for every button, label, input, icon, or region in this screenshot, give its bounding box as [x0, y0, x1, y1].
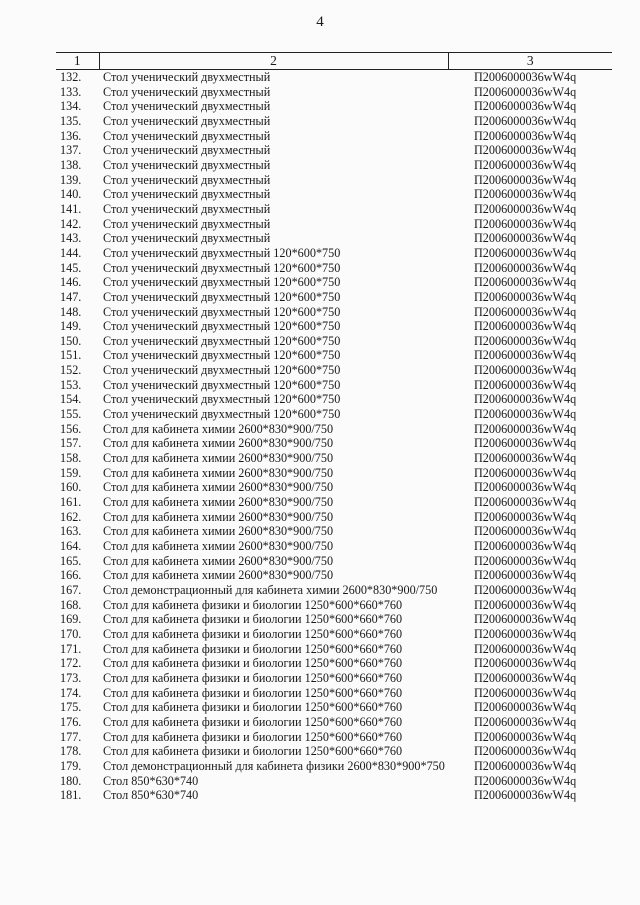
item-code: П2006000036wW4q [474, 113, 577, 128]
item-code: П2006000036wW4q [474, 143, 577, 158]
row-number: 136. [60, 128, 82, 143]
table-row [56, 583, 612, 598]
table-row [56, 158, 612, 173]
item-code: П2006000036wW4q [474, 582, 577, 597]
row-number: 159. [60, 465, 82, 480]
item-code: П2006000036wW4q [474, 509, 577, 524]
item-code: П2006000036wW4q [474, 319, 577, 334]
row-number: 172. [60, 656, 82, 671]
item-code: П2006000036wW4q [474, 172, 577, 187]
item-name: Стол ученический двухместный 120*600*750 [103, 319, 341, 334]
item-name: Стол ученический двухместный [103, 172, 271, 187]
table-row [56, 217, 612, 232]
item-code: П2006000036wW4q [474, 758, 577, 773]
item-code: П2006000036wW4q [474, 216, 577, 231]
item-code: П2006000036wW4q [474, 451, 577, 466]
row-number: 150. [60, 333, 82, 348]
table-row [56, 261, 612, 276]
item-code: П2006000036wW4q [474, 700, 577, 715]
table-row [56, 524, 612, 539]
table-row [56, 246, 612, 261]
item-code: П2006000036wW4q [474, 729, 577, 744]
row-number: 135. [60, 113, 82, 128]
table-row [56, 114, 612, 129]
table-row [56, 686, 612, 701]
item-code: П2006000036wW4q [474, 377, 577, 392]
item-code: П2006000036wW4q [474, 157, 577, 172]
row-number: 169. [60, 612, 82, 627]
table-row [56, 99, 612, 114]
item-name: Стол ученический двухместный [103, 216, 271, 231]
item-code: П2006000036wW4q [474, 128, 577, 143]
item-code: П2006000036wW4q [474, 70, 577, 84]
item-name: Стол ученический двухместный 120*600*750 [103, 245, 341, 260]
row-number: 175. [60, 700, 82, 715]
item-name: Стол ученический двухместный [103, 99, 271, 114]
row-number: 155. [60, 407, 82, 422]
item-name: Стол для кабинета химии 2600*830*900/750 [103, 465, 334, 480]
item-code: П2006000036wW4q [474, 597, 577, 612]
item-name: Стол ученический двухместный 120*600*750 [103, 304, 341, 319]
table-row [56, 656, 612, 671]
item-code: П2006000036wW4q [474, 744, 577, 759]
item-name: Стол ученический двухместный [103, 113, 271, 128]
row-number: 166. [60, 568, 82, 583]
row-number: 164. [60, 539, 82, 553]
table-row [56, 480, 612, 495]
item-code: П2006000036wW4q [474, 436, 577, 451]
table-row [56, 187, 612, 202]
row-number: 147. [60, 289, 82, 304]
table-row [56, 70, 612, 85]
table-row [56, 305, 612, 320]
item-name: Стол ученический двухместный 120*600*750 [103, 363, 341, 378]
item-name: Стол для кабинета физики и биологии 1250*600*660*760 [103, 670, 403, 685]
table-row [56, 392, 612, 407]
table-row [56, 642, 612, 657]
item-name: Стол ученический двухместный 120*600*750 [103, 392, 341, 407]
item-name: Стол ученический двухместный 120*600*750 [103, 289, 341, 304]
item-code: П2006000036wW4q [474, 84, 577, 99]
item-name: Стол для кабинета физики и биологии 1250*600*660*760 [103, 685, 403, 700]
item-name: Стол ученический двухместный 120*600*750 [103, 275, 341, 290]
table-row [56, 671, 612, 686]
item-code: П2006000036wW4q [474, 773, 577, 788]
row-number: 148. [60, 304, 82, 319]
table-row [56, 378, 612, 393]
row-number: 162. [60, 509, 82, 524]
table-row [56, 510, 612, 525]
item-name: Стол ученический двухместный 120*600*750 [103, 333, 341, 348]
item-code: П2006000036wW4q [474, 260, 577, 275]
item-code: П2006000036wW4q [474, 304, 577, 319]
table-row [56, 788, 612, 803]
row-number: 139. [60, 172, 82, 187]
item-name: Стол для кабинета химии 2600*830*900/750 [103, 553, 334, 568]
item-name: Стол для кабинета физики и биологии 1250*600*660*760 [103, 626, 403, 641]
item-name: Стол ученический двухместный 120*600*750 [103, 348, 341, 363]
row-number: 154. [60, 392, 82, 407]
table-row [56, 451, 612, 466]
row-number: 171. [60, 641, 82, 656]
item-code: П2006000036wW4q [474, 289, 577, 304]
item-name: Стол ученический двухместный [103, 201, 271, 216]
row-number: 134. [60, 99, 82, 114]
item-name: Стол для кабинета химии 2600*830*900/750 [103, 421, 334, 436]
item-name: Стол для кабинета физики и биологии 1250*600*660*760 [103, 641, 403, 656]
item-code: П2006000036wW4q [474, 333, 577, 348]
item-code: П2006000036wW4q [474, 187, 577, 202]
row-number: 144. [60, 245, 82, 260]
item-name: Стол ученический двухместный [103, 84, 271, 99]
item-name: Стол для кабинета химии 2600*830*900/750 [103, 436, 334, 451]
item-code: П2006000036wW4q [474, 714, 577, 729]
item-code: П2006000036wW4q [474, 363, 577, 378]
item-name: Стол 850*630*740 [103, 773, 199, 788]
item-code: П2006000036wW4q [474, 275, 577, 290]
table-row [56, 319, 612, 334]
row-number: 180. [60, 773, 82, 788]
item-code: П2006000036wW4q [474, 788, 577, 803]
item-code: П2006000036wW4q [474, 641, 577, 656]
table-row [56, 759, 612, 774]
item-name: Стол ученический двухместный 120*600*750 [103, 377, 341, 392]
inventory-table [56, 52, 612, 803]
row-number: 146. [60, 275, 82, 290]
header-col-1: 1 [56, 53, 99, 70]
row-number: 161. [60, 495, 82, 510]
row-number: 163. [60, 524, 82, 539]
item-code: П2006000036wW4q [474, 524, 577, 539]
table-row [56, 539, 612, 554]
item-name: Стол ученический двухместный [103, 157, 271, 172]
item-code: П2006000036wW4q [474, 612, 577, 627]
item-code: П2006000036wW4q [474, 421, 577, 436]
row-number: 168. [60, 597, 82, 612]
table-row [56, 627, 612, 642]
item-name: Стол для кабинета химии 2600*830*900/750 [103, 539, 334, 553]
item-name: Стол для кабинета физики и биологии 1250*600*660*760 [103, 744, 403, 759]
table-row [56, 730, 612, 745]
row-number: 178. [60, 744, 82, 759]
item-name: Стол ученический двухместный [103, 70, 271, 84]
row-number: 132. [60, 70, 82, 84]
item-name: Стол ученический двухместный [103, 187, 271, 202]
table-row [56, 334, 612, 349]
header-row [56, 53, 612, 70]
table-row [56, 554, 612, 569]
row-number: 156. [60, 421, 82, 436]
row-number: 153. [60, 377, 82, 392]
item-code: П2006000036wW4q [474, 626, 577, 641]
header-col-2: 2 [99, 53, 448, 70]
table-row [56, 774, 612, 789]
item-code: П2006000036wW4q [474, 670, 577, 685]
item-name: Стол для кабинета физики и биологии 1250*600*660*760 [103, 714, 403, 729]
item-code: П2006000036wW4q [474, 245, 577, 260]
table-row [56, 422, 612, 437]
table-row [56, 700, 612, 715]
item-name: Стол ученический двухместный [103, 128, 271, 143]
item-name: Стол для кабинета химии 2600*830*900/750 [103, 568, 334, 583]
row-number: 160. [60, 480, 82, 495]
item-name: Стол для кабинета химии 2600*830*900/750 [103, 509, 334, 524]
row-number: 142. [60, 216, 82, 231]
row-number: 141. [60, 201, 82, 216]
item-code: П2006000036wW4q [474, 99, 577, 114]
row-number: 152. [60, 363, 82, 378]
item-code: П2006000036wW4q [474, 553, 577, 568]
row-number: 174. [60, 685, 82, 700]
item-name: Стол для кабинета физики и биологии 1250*600*660*760 [103, 656, 403, 671]
table-header [56, 53, 612, 70]
table-row [56, 612, 612, 627]
row-number: 158. [60, 451, 82, 466]
table-row [56, 202, 612, 217]
table-row [56, 715, 612, 730]
row-number: 157. [60, 436, 82, 451]
row-number: 137. [60, 143, 82, 158]
row-number: 145. [60, 260, 82, 275]
item-name: Стол 850*630*740 [103, 788, 199, 803]
item-code: П2006000036wW4q [474, 685, 577, 700]
table-row [56, 363, 612, 378]
item-name: Стол ученический двухместный [103, 143, 271, 158]
page-number: 4 [316, 14, 324, 30]
table-row [56, 436, 612, 451]
row-number: 181. [60, 788, 82, 803]
item-code: П2006000036wW4q [474, 495, 577, 510]
item-code: П2006000036wW4q [474, 656, 577, 671]
item-code: П2006000036wW4q [474, 407, 577, 422]
table-row [56, 231, 612, 246]
table-row [56, 290, 612, 305]
table-row [56, 173, 612, 188]
row-number: 140. [60, 187, 82, 202]
row-number: 177. [60, 729, 82, 744]
table-row [56, 85, 612, 100]
item-name: Стол для кабинета физики и биологии 1250*600*660*760 [103, 612, 403, 627]
item-code: П2006000036wW4q [474, 539, 577, 553]
row-number: 167. [60, 582, 82, 597]
item-name: Стол для кабинета физики и биологии 1250*600*660*760 [103, 729, 403, 744]
row-number: 179. [60, 758, 82, 773]
item-name: Стол для кабинета физики и биологии 1250*600*660*760 [103, 700, 403, 715]
header-col-3: 3 [448, 53, 612, 70]
row-number: 176. [60, 714, 82, 729]
item-code: П2006000036wW4q [474, 201, 577, 216]
row-number: 173. [60, 670, 82, 685]
item-code: П2006000036wW4q [474, 568, 577, 583]
item-code: П2006000036wW4q [474, 231, 577, 246]
table-row [56, 744, 612, 759]
table-row [56, 348, 612, 363]
item-code: П2006000036wW4q [474, 465, 577, 480]
item-code: П2006000036wW4q [474, 392, 577, 407]
row-number: 151. [60, 348, 82, 363]
table-body [56, 70, 612, 803]
item-name: Стол ученический двухместный [103, 231, 271, 246]
item-name: Стол для кабинета химии 2600*830*900/750 [103, 451, 334, 466]
table-row [56, 495, 612, 510]
item-name: Стол для кабинета химии 2600*830*900/750 [103, 480, 334, 495]
table-row [56, 568, 612, 583]
item-name: Стол демонстрационный для кабинета физики 2600*830*900*750 [103, 758, 445, 773]
row-number: 143. [60, 231, 82, 246]
table-row [56, 598, 612, 613]
item-name: Стол ученический двухместный 120*600*750 [103, 407, 341, 422]
table-row [56, 466, 612, 481]
item-name: Стол ученический двухместный 120*600*750 [103, 260, 341, 275]
item-name: Стол для кабинета химии 2600*830*900/750 [103, 495, 334, 510]
table-row [56, 143, 612, 158]
item-code: П2006000036wW4q [474, 348, 577, 363]
table-row [56, 407, 612, 422]
item-code: П2006000036wW4q [474, 480, 577, 495]
item-name: Стол для кабинета химии 2600*830*900/750 [103, 524, 334, 539]
table-row [56, 129, 612, 144]
item-name: Стол для кабинета физики и биологии 1250*600*660*760 [103, 597, 403, 612]
row-number: 170. [60, 626, 82, 641]
row-number: 165. [60, 553, 82, 568]
table-row [56, 275, 612, 290]
row-number: 138. [60, 157, 82, 172]
item-name: Стол демонстрационный для кабинета химии 2600*830*900/750 [103, 582, 438, 597]
row-number: 133. [60, 84, 82, 99]
row-number: 149. [60, 319, 82, 334]
